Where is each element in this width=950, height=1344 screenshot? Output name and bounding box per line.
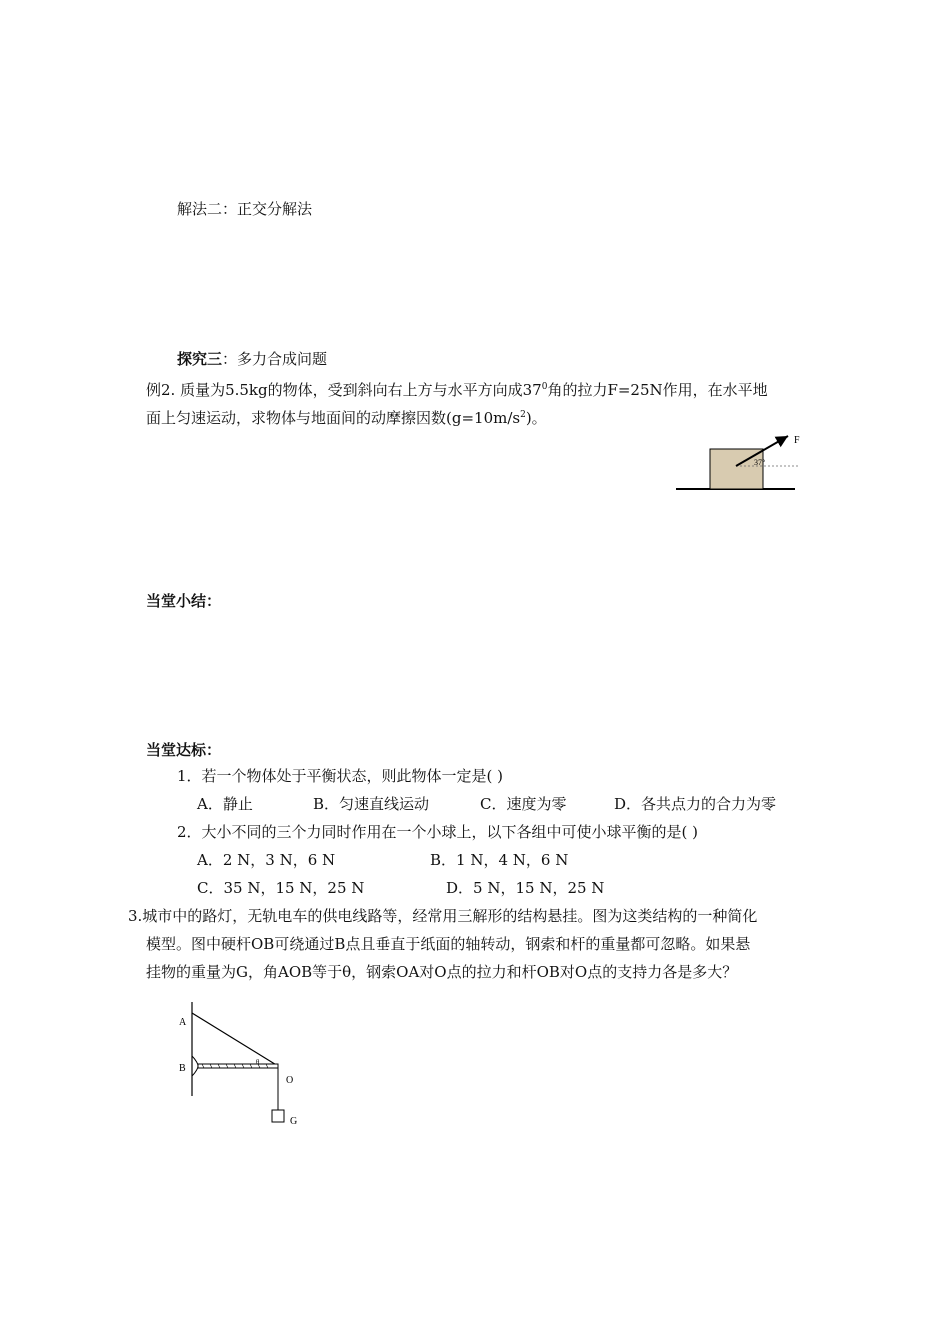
question-three-line3: 挂物的重量为G，角AOB等于θ，钢索OA对O点的拉力和杆OB对O点的支持力各是多大？: [146, 963, 738, 981]
q1-option-b: B．匀速直线运动: [313, 795, 430, 813]
q1-option-c: C．速度为零: [480, 795, 567, 813]
example-two-text-c: 面上匀速运动，求物体与地面间的动摩擦因数(g=10m/s: [146, 409, 521, 427]
hinge-bracket: [192, 1056, 198, 1076]
square-superscript: 2: [520, 410, 526, 420]
label-theta: θ: [256, 1058, 260, 1066]
label-o: O: [286, 1075, 294, 1086]
q2-option-d: D．5 N，15 N，25 N: [446, 879, 605, 897]
explore-three-heading: [177, 349, 327, 369]
question-three-line2: 模型。图中硬杆OB可绕通过B点且垂直于纸面的轴转动，钢索和杆的重量都可忽略。如果悬: [146, 935, 751, 953]
q2-option-c: C．35 N，15 N，25 N: [197, 879, 365, 897]
explore-three-label: 探究三: [177, 350, 223, 368]
cable-oa: [192, 1013, 278, 1066]
method-two-heading: 解法二：正交分解法: [177, 200, 313, 218]
weight-box: [272, 1110, 284, 1122]
q2-option-b: B．1 N，4 N，6 N: [430, 851, 569, 869]
bracket-figure: [170, 998, 310, 1130]
q1-option-d: D．各共点力的合力为零: [614, 795, 777, 813]
question-three-line1: 3.城市中的路灯，无轨电车的供电线路等，经常用三解形的结构悬挂。图为这类结构的一种简化: [128, 907, 758, 925]
example-two-text-a: 例2. 质量为5.5kg的物体，受到斜向右上方与水平方向成37: [146, 381, 542, 399]
example-two-line2: [146, 405, 547, 428]
standard-heading: 当堂达标：: [146, 741, 222, 759]
label-a: A: [179, 1017, 187, 1028]
q2-option-a: A．2 N，3 N，6 N: [197, 851, 336, 869]
label-b: B: [179, 1063, 186, 1074]
label-g: G: [290, 1116, 298, 1127]
example-two-text-b: 角的拉力F=25N作用，在水平地: [547, 381, 768, 399]
q1-option-a: A．静止: [197, 795, 253, 813]
explore-three-title: ：多力合成问题: [222, 350, 328, 368]
angle-label: 37°: [754, 458, 766, 467]
force-label: F: [794, 435, 800, 446]
degree-superscript: 0: [541, 382, 548, 392]
example-two-line1: [146, 377, 768, 400]
block-force-figure: [670, 428, 805, 494]
question-two-stem: 2．大小不同的三个力同时作用在一个小球上，以下各组中可使小球平衡的是( ): [177, 823, 699, 841]
summary-heading: 当堂小结：: [146, 592, 222, 610]
example-two-text-d: )。: [525, 409, 547, 427]
question-one-stem: 1．若一个物体处于平衡状态，则此物体一定是( ): [177, 767, 504, 785]
